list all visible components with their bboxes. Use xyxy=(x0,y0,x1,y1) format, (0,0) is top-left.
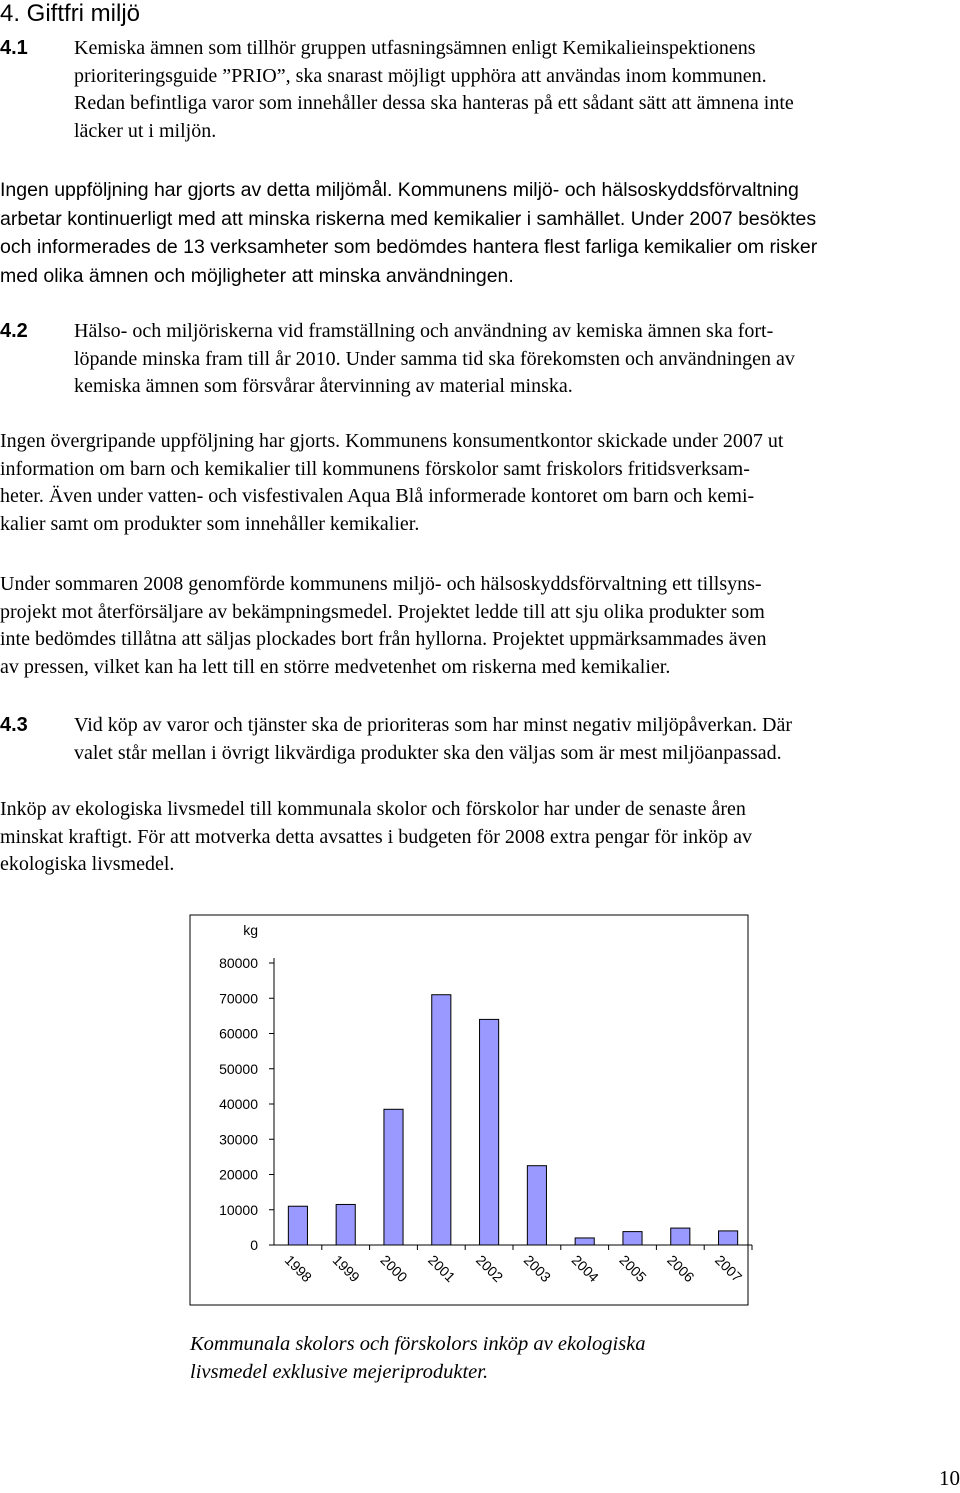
chart-caption: Kommunala skolors och förskolors inköp av ekologiska livsmedel exklusive mejeriprodukter. xyxy=(190,1333,646,1383)
y-tick-label: 20000 xyxy=(219,1166,258,1183)
x-tick-label: 2006 xyxy=(664,1251,698,1286)
x-tick-label: 2003 xyxy=(520,1251,555,1286)
bar-2004 xyxy=(575,1238,594,1245)
bar-2006 xyxy=(671,1228,690,1245)
followup-paragraph: Inköp av ekologiska livsmedel till kommunala skolor och förskolor har under de senaste åren minskat kraftigt. För att motverka detta avsattes i budgeten för 2008 extra pengar för inköp av ekologiska livsmedel. xyxy=(0,798,753,875)
bar-2002 xyxy=(480,1019,499,1245)
y-tick-label: 10000 xyxy=(219,1201,258,1218)
x-tick-label: 1999 xyxy=(329,1251,363,1286)
y-tick-label: 80000 xyxy=(219,955,258,971)
y-tick-label: 60000 xyxy=(219,1025,258,1042)
section-number: 4.2 xyxy=(0,320,28,342)
section-text: Kemiska ämnen som tillhör gruppen utfasningsämnen enligt Kemikalieinspektionens prioriteringsguide ”PRIO”, ska snarast möjligt upphöra att användas inom kommunen. Redan befintliga varor som innehåller dessa ska hanteras på ett sådant sätt att ämnena inte läcker ut i miljön. xyxy=(74,37,794,142)
followup-paragraph: Under sommaren 2008 genomförde kommunens miljö- och hälsoskyddsförvaltning ett tillsyns- projekt mot återförsäljare av bekämpningsmedel. Projektet ledde till att sju olika produkter som inte bedömdes tillåtna att säljas plockades bort från hyllorna. Projektet uppmärksammades även av pressen, vilket kan ha lett till en större medvetenhet om riskerna med kemikalier. xyxy=(0,573,767,678)
bar-2001 xyxy=(432,995,451,1245)
bar-2007 xyxy=(719,1231,738,1245)
x-tick-label: 2005 xyxy=(616,1251,650,1286)
bar-2003 xyxy=(527,1166,546,1245)
section-text: Vid köp av varor och tjänster ska de prioriteras som har minst negativ miljöpåverkan. Där valet står mellan i övrigt likvärdiga produkter ska den väljas som är mest miljöanpassad. xyxy=(74,714,793,764)
section-number: 4.1 xyxy=(0,37,28,59)
x-tick-label: 2001 xyxy=(425,1251,459,1286)
section-number: 4.3 xyxy=(0,714,28,736)
bar-2000 xyxy=(384,1109,403,1245)
bar-1999 xyxy=(336,1204,355,1245)
section-4-2 xyxy=(0,318,960,401)
page-number: 10 xyxy=(939,1466,960,1490)
x-tick-label: 1998 xyxy=(281,1251,316,1286)
x-tick-label: 2007 xyxy=(711,1251,746,1286)
y-tick-label: 40000 xyxy=(219,1096,258,1112)
y-tick-label: 0 xyxy=(250,1237,258,1253)
y-tick-label: 70000 xyxy=(219,990,258,1007)
y-tick-label: 30000 xyxy=(219,1131,258,1148)
followup-paragraph: Ingen uppföljning har gjorts av detta miljömål. Kommunens miljö- och hälsoskyddsförvaltning arbetar kontinuerligt med att minska riskerna med kemikalier i samhället. Under 2007 besöktes och informerades de 13 verksamheter som bedömdes hantera flest farliga kemikalier om risker med olika ämnen och möjligheter att minska användningen. xyxy=(0,179,818,287)
x-tick-label: 2000 xyxy=(377,1251,411,1286)
bar-chart xyxy=(180,910,760,1310)
y-axis-label: kg xyxy=(243,922,258,938)
y-tick-label: 50000 xyxy=(219,1060,258,1077)
section-4-1 xyxy=(0,35,960,145)
bar-1998 xyxy=(288,1206,307,1245)
section-4-3 xyxy=(0,712,960,767)
x-tick-label: 2002 xyxy=(472,1251,507,1286)
section-heading: 4. Giftfri miljö xyxy=(0,0,141,27)
bar-2005 xyxy=(623,1232,642,1245)
x-tick-label: 2004 xyxy=(568,1251,602,1286)
section-text: Hälso- och miljöriskerna vid framställning och användning av kemiska ämnen ska fort- löpande minska fram till år 2010. Under samma tid ska förekomsten och användningen av kemiska ämnen som försvårar återvinning av material minska. xyxy=(74,320,795,397)
followup-paragraph: Ingen övergripande uppföljning har gjorts. Kommunens konsumentkontor skickade under 2007 ut information om barn och kemikalier till kommunens förskolor samt friskolors fritidsverksam- heter. Även under vatten- och visfestivalen Aqua Blå informerade kontoret om barn och kemi- kalier samt om produkter som innehåller kemikalier. xyxy=(0,430,784,535)
